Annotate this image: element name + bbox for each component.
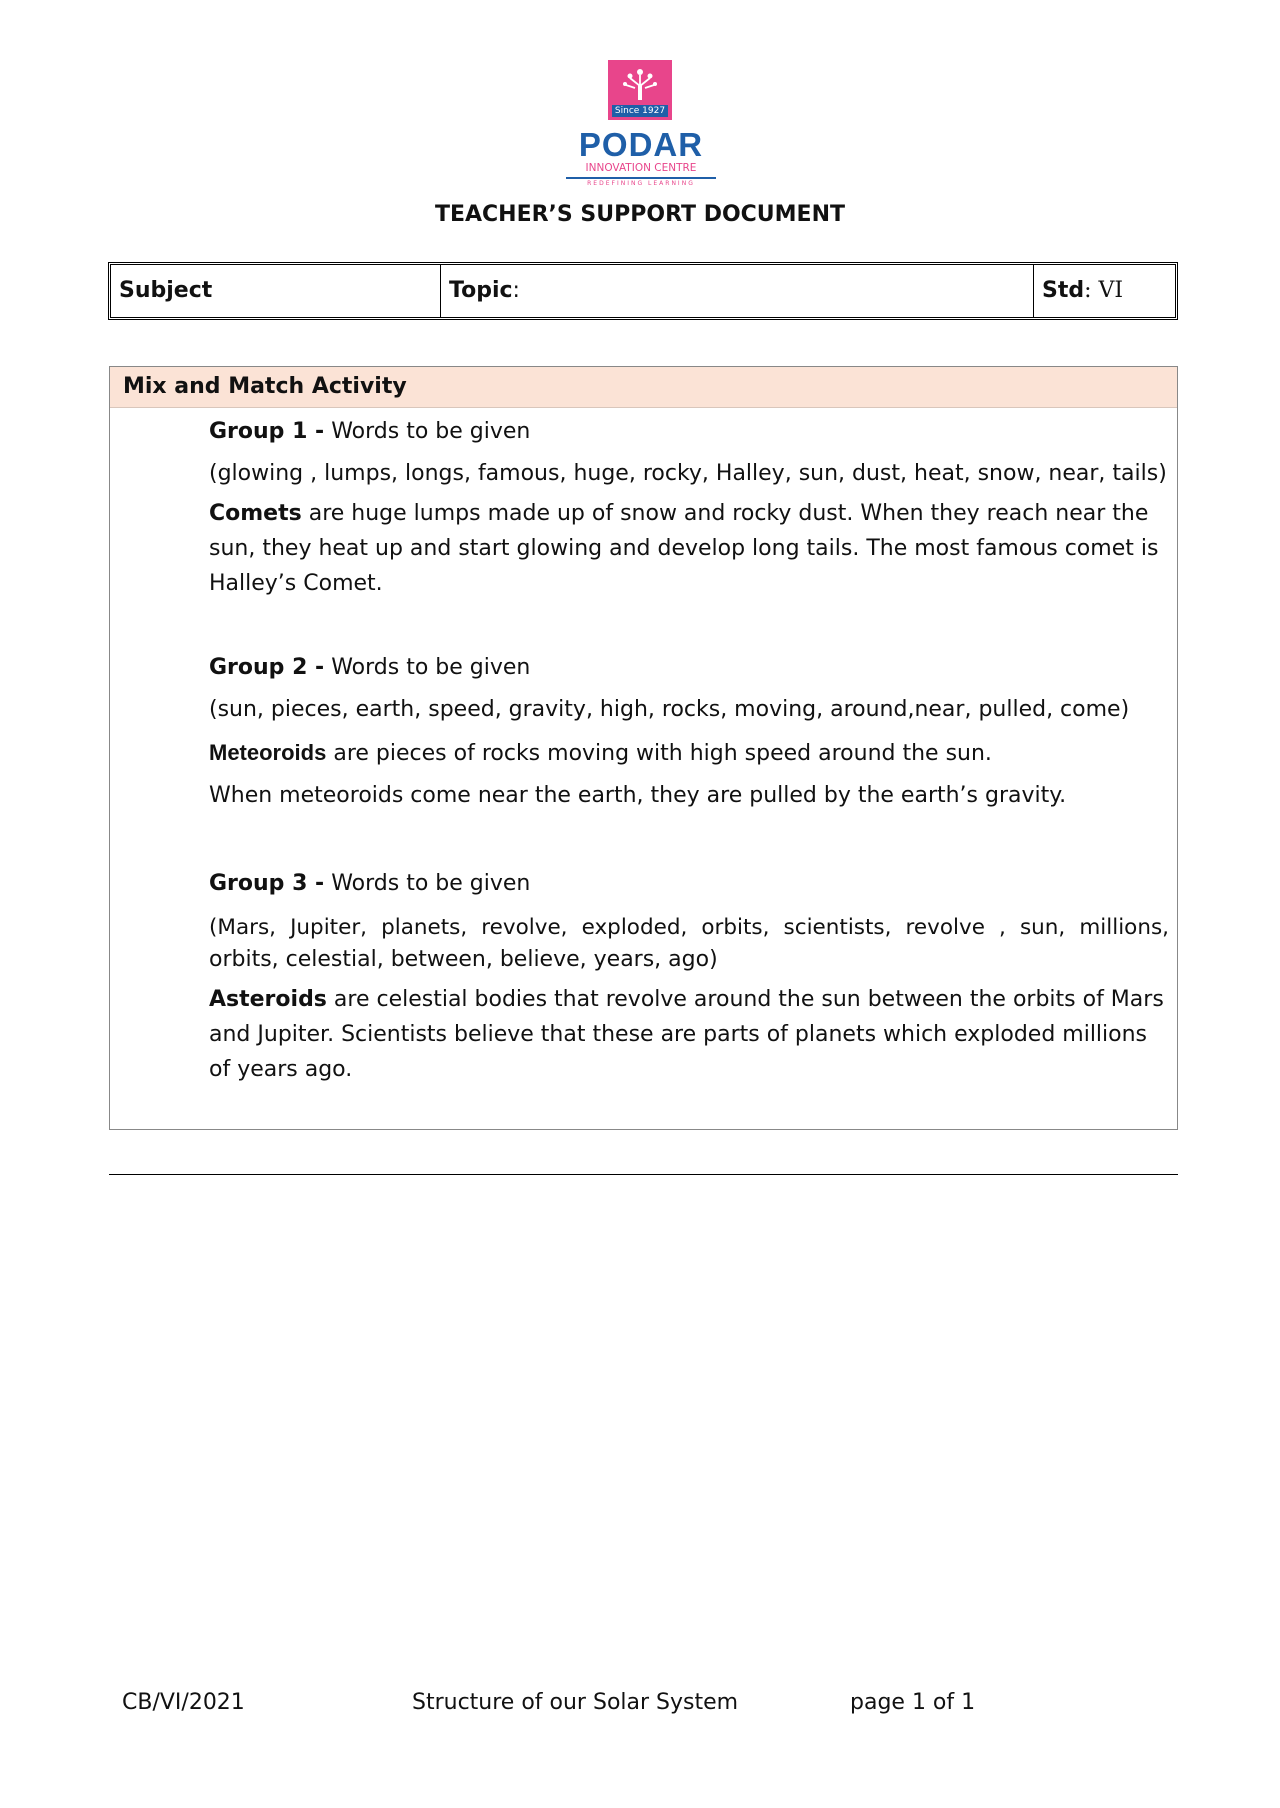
group-3-words-line2: orbits, celestial, between, believe, years, ago) xyxy=(209,947,718,972)
document-title: TEACHER’S SUPPORT DOCUMENT xyxy=(434,202,846,227)
group-1-heading xyxy=(209,414,530,449)
brand-name: PODAR xyxy=(578,126,704,163)
podar-logo xyxy=(562,60,720,192)
group-2-text-line2: When meteoroids come near the earth, they are pulled by the earth’s gravity. xyxy=(209,783,1067,808)
tree-icon xyxy=(620,64,660,102)
group-2-term: Meteoroids xyxy=(209,740,327,765)
footer-divider xyxy=(109,1174,1178,1175)
group-1-intro: Words to be given xyxy=(324,419,531,444)
group-3-words-line1: (Mars, Jupiter, planets, revolve, exploded, orbits, scientists, revolve , sun, millions, xyxy=(209,915,1169,940)
std-cell xyxy=(1034,265,1175,317)
subject-label: Subject xyxy=(119,278,213,303)
activity-box xyxy=(109,366,1178,1130)
group-2-heading xyxy=(209,650,530,685)
topic-cell xyxy=(441,265,1034,317)
group-2-label: Group 2 - xyxy=(209,655,325,680)
std-value: : VI xyxy=(1084,278,1124,303)
group-1-term: Comets xyxy=(209,501,302,526)
group-3-heading xyxy=(209,866,530,901)
std-label: Std xyxy=(1042,278,1085,303)
group-2-words: (sun, pieces, earth, speed, gravity, high, rocks, moving, around,near, pulled, come) xyxy=(209,697,1130,722)
header-table xyxy=(108,262,1178,320)
group-1-words: (glowing , lumps, longs, famous, huge, rocky, Halley, sun, dust, heat, snow, near, tails) xyxy=(209,461,1167,486)
group-2-text: are pieces of rocks moving with high speed around the sun. xyxy=(326,741,992,766)
subject-cell xyxy=(111,265,441,317)
group-2-paragraph xyxy=(209,735,992,771)
group-1-label: Group 1 - xyxy=(209,419,325,444)
since-badge: Since 1927 xyxy=(612,105,668,117)
footer-topic: Structure of our Solar System xyxy=(412,1690,739,1715)
group-3-text: are celestial bodies that revolve around the sun between the orbits of Mars and Jupiter. Scientists believe that these are parts of planets which exploded millions of years ago. xyxy=(209,987,1164,1082)
group-3-paragraph xyxy=(209,982,1169,1087)
group-3-term: Asteroids xyxy=(209,987,327,1012)
group-3-label: Group 3 - xyxy=(209,871,325,896)
topic-value: : xyxy=(512,278,520,303)
group-1-paragraph xyxy=(209,496,1169,601)
group-3-intro: Words to be given xyxy=(324,871,531,896)
tree-logo-mark xyxy=(608,60,672,120)
activity-heading: Mix and Match Activity xyxy=(110,367,1177,408)
topic-label: Topic xyxy=(449,278,513,303)
footer-page: page 1 of 1 xyxy=(850,1690,976,1715)
brand-tagline: REDEFINING LEARNING xyxy=(566,177,716,189)
footer-code: CB/VI/2021 xyxy=(122,1690,245,1715)
group-1-text: are huge lumps made up of snow and rocky dust. When they reach near the sun, they heat up and start glowing and develop long tails. The most famous comet is Halley’s Comet. xyxy=(209,501,1159,596)
group-2-intro: Words to be given xyxy=(324,655,531,680)
brand-subtitle: INNOVATION CENTRE xyxy=(585,162,697,174)
